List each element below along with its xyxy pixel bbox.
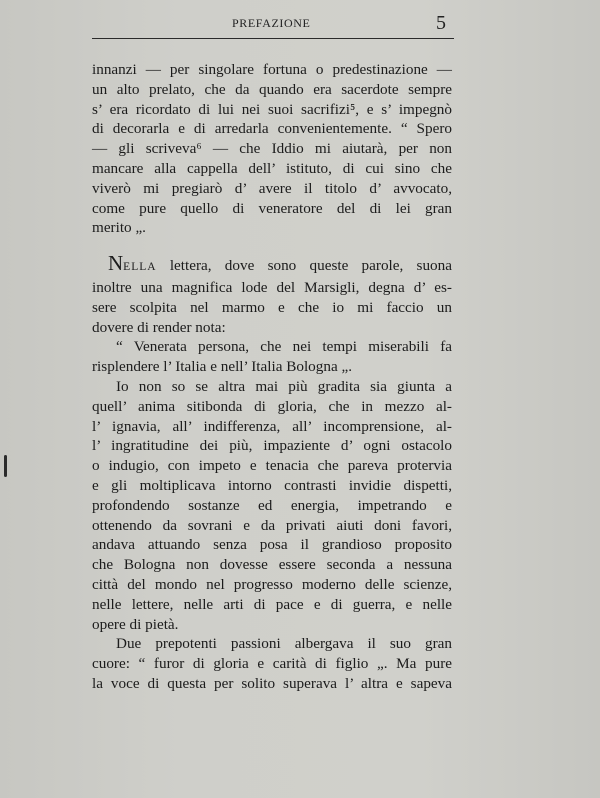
text-line: o indugio, con impeto e tenacia che pareva protervia bbox=[92, 457, 452, 475]
page-number: 5 bbox=[436, 12, 446, 34]
text-line: ottenendo da sovrani e da privati aiuti doni favori, bbox=[92, 516, 452, 534]
text-line: risplendere l’ Italia e nell’ Italia Bologna „. bbox=[92, 358, 353, 376]
text-line-with-initial bbox=[92, 251, 452, 278]
text-line: la voce di questa per solito superava l’ altra e sapeva bbox=[92, 674, 452, 692]
text-line: inoltre una magnifica lode del Marsigli, degna d’ es- bbox=[92, 278, 452, 296]
paragraph-gap bbox=[92, 238, 452, 254]
text-line: Io non so se altra mai più gradita sia giunta a bbox=[116, 377, 452, 395]
text-line: di decorarla e di arredarla convenientemente. “ Spero bbox=[92, 120, 452, 138]
text-line: sere scolpita nel marmo e che io mi faccio un bbox=[92, 298, 452, 316]
body-text bbox=[92, 60, 452, 694]
paragraph bbox=[92, 337, 452, 377]
scan-mark bbox=[4, 455, 7, 477]
text-line: nelle lettere, nelle arti di pace e di guerra, e nelle bbox=[92, 595, 452, 613]
text-line: Due prepotenti passioni albergava il suo gran bbox=[116, 635, 452, 653]
running-header bbox=[92, 10, 454, 39]
text-line: viverò mi pregiarò d’ avere il titolo d’ avvocato, bbox=[92, 179, 452, 197]
text-line: merito „. bbox=[92, 219, 146, 237]
drop-initial: N bbox=[108, 251, 124, 276]
paragraph bbox=[92, 634, 452, 693]
text-line: “ Venerata persona, che nei tempi miserabili fa bbox=[116, 338, 452, 356]
text-line: s’ era ricordato di lui nei suoi sacrifizi⁵, e s’ impegnò bbox=[92, 100, 452, 118]
text-line: mancare alla cappella dell’ istituto, di cui sino che bbox=[92, 159, 452, 177]
text-line: un alto prelato, che da quando era sacerdote sempre bbox=[92, 80, 452, 98]
small-caps-word: ELLA bbox=[123, 261, 157, 274]
paragraph bbox=[92, 377, 452, 634]
text-line-rest: lettera, dove sono queste parole, suona bbox=[156, 257, 452, 275]
text-line: che Bologna non dovesse essere seconda a nessuna bbox=[92, 556, 452, 574]
text-line: l’ ingratitudine dei più, impaziente d’ ogni ostacolo bbox=[92, 437, 452, 455]
paragraph bbox=[92, 251, 452, 337]
text-line: e gli moltiplicava intorno contrasti invidie dispetti, bbox=[92, 476, 452, 494]
header-title: PREFAZIONE bbox=[232, 16, 311, 30]
text-line: innanzi — per singolare fortuna o predestinazione — bbox=[92, 61, 452, 78]
text-line: cuore: “ furor di gloria e carità di figlio „. Ma pure bbox=[92, 655, 452, 673]
text-line: come pure quello di veneratore del di lei gran bbox=[92, 199, 452, 217]
paragraph bbox=[92, 60, 452, 238]
text-line: andava attuando senza posa il grandioso proposito bbox=[92, 536, 452, 554]
text-line: città del mondo nel progresso moderno delle scienze, bbox=[92, 575, 452, 593]
text-line: quell’ anima sitibonda di gloria, che in mezzo al- bbox=[92, 397, 452, 415]
text-line: l’ ignavia, all’ indifferenza, all’ incomprensione, al- bbox=[92, 417, 452, 435]
text-line: dovere di render nota: bbox=[92, 318, 226, 336]
text-line: — gli scriveva⁶ — che Iddio mi aiutarà, per non bbox=[92, 140, 452, 158]
text-line: profondendo sostanze ed energia, impetrando e bbox=[92, 496, 452, 514]
text-line: opere di pietà. bbox=[92, 615, 179, 633]
